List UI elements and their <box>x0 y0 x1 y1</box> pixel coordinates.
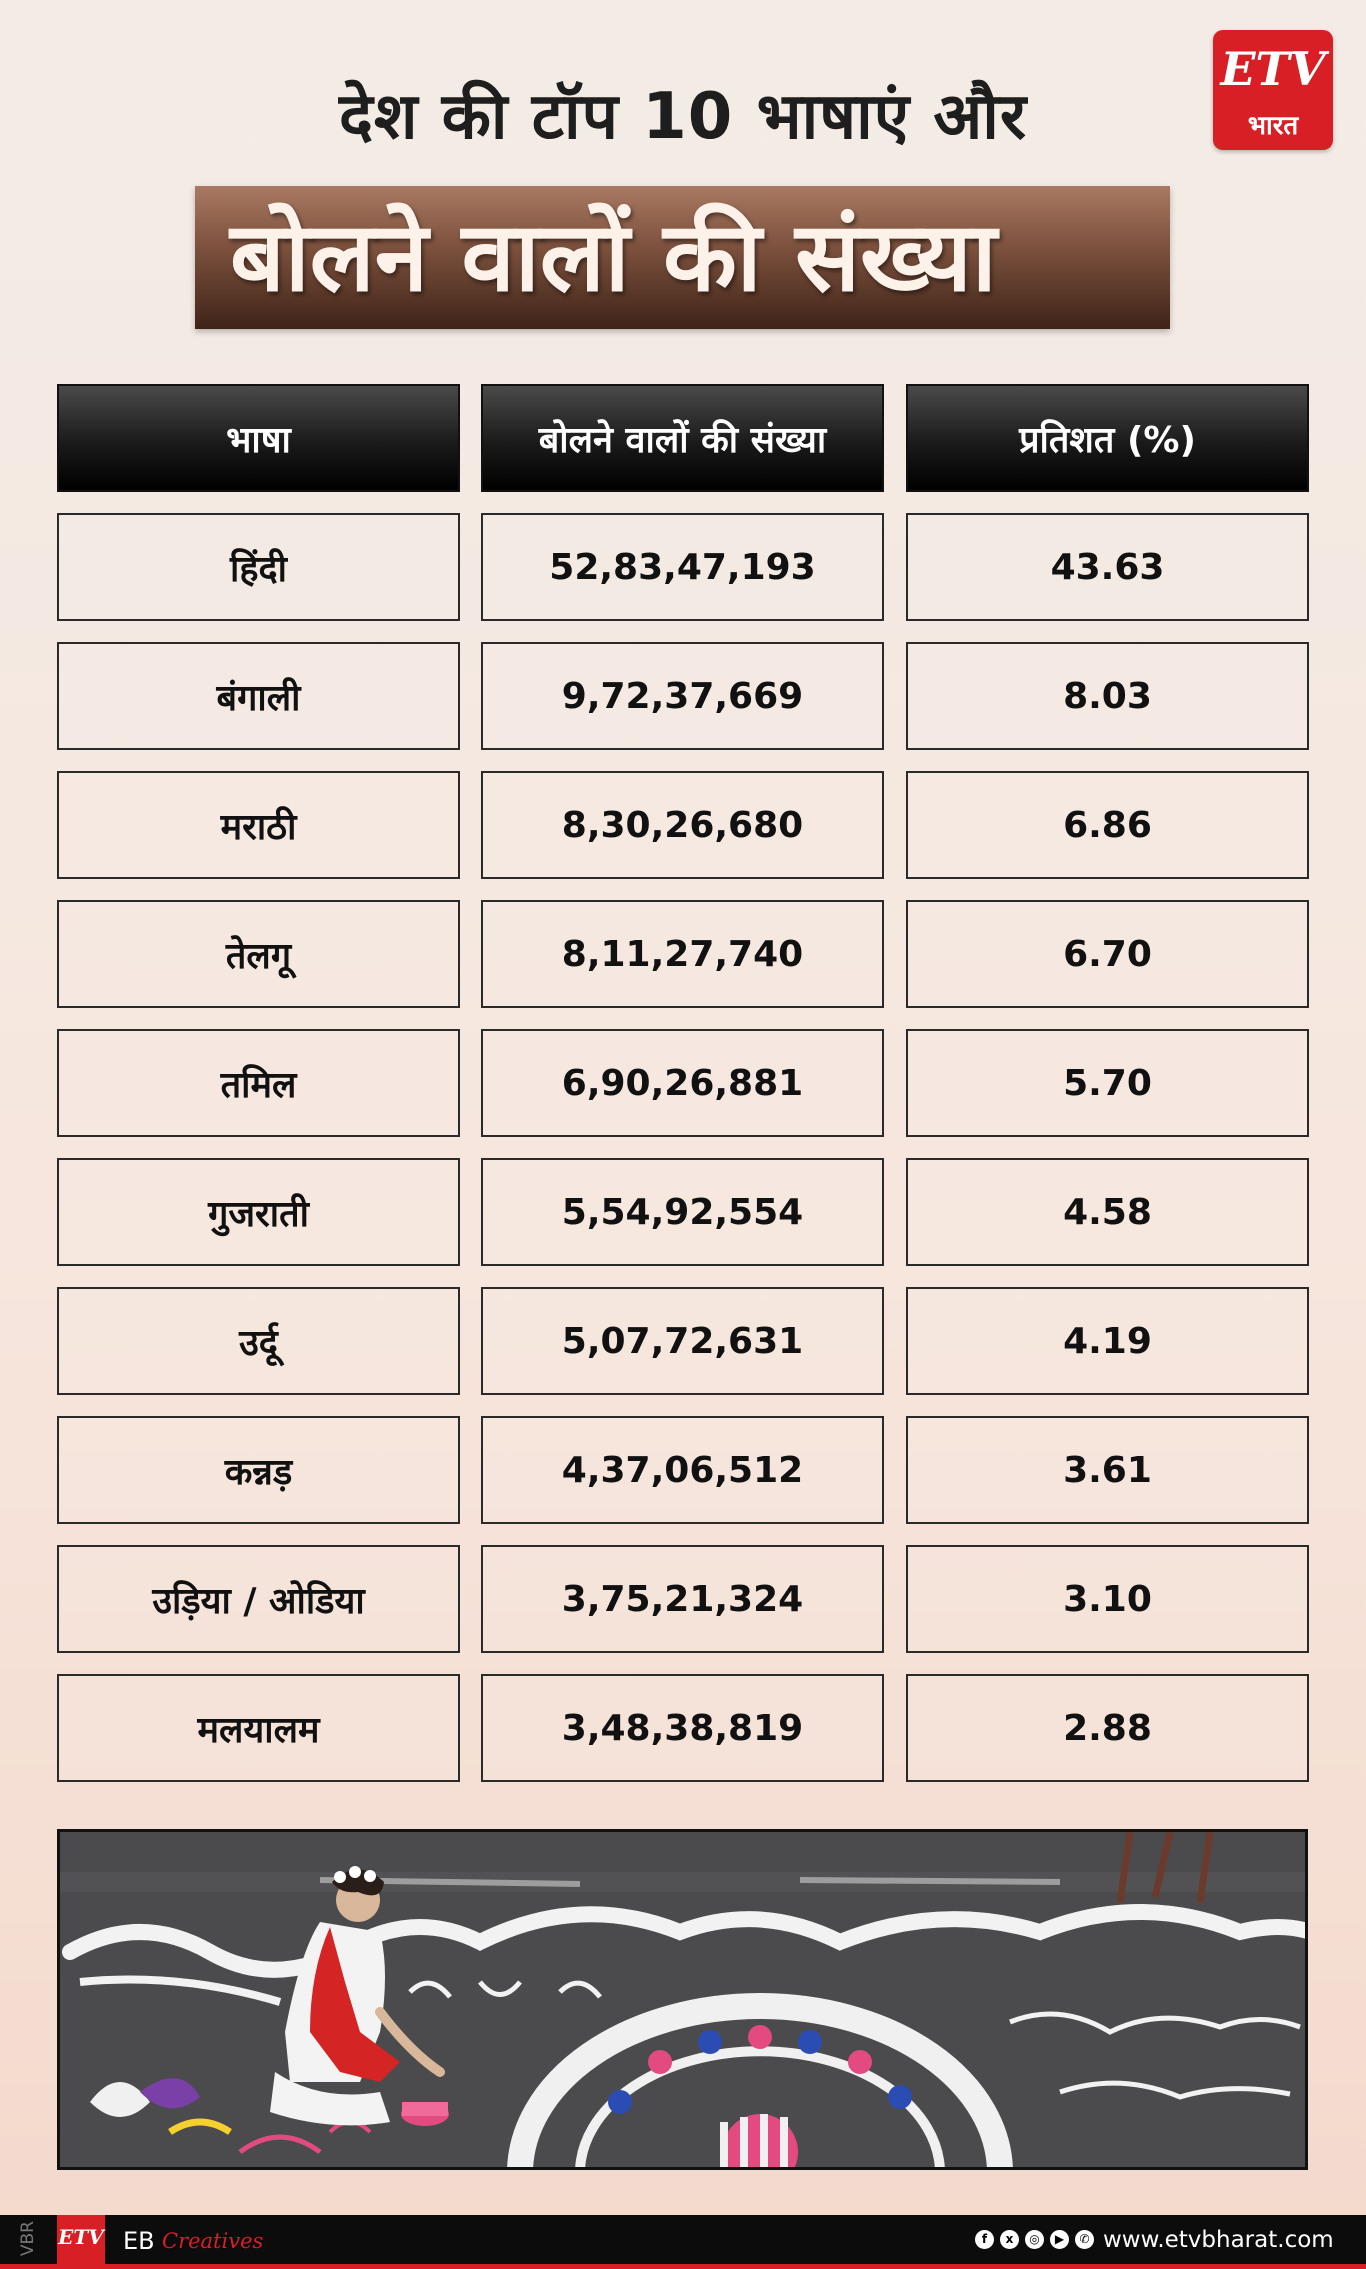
row-speakers-cell: 8,11,27,740 <box>481 900 884 1008</box>
row-percent-cell: 5.70 <box>906 1029 1309 1137</box>
row-percent-cell: 6.86 <box>906 771 1309 879</box>
row-percent-cell: 6.70 <box>906 900 1309 1008</box>
footer-creatives: Creatives <box>162 2229 264 2253</box>
row-percent-cell: 43.63 <box>906 513 1309 621</box>
row-percent-cell: 2.88 <box>906 1674 1309 1782</box>
header-speakers: बोलने वालों की संख्या <box>481 384 884 492</box>
row-speakers-cell: 4,37,06,512 <box>481 1416 884 1524</box>
x-icon[interactable]: x <box>1000 2230 1019 2249</box>
etv-bharat-logo <box>1213 30 1333 150</box>
row-speakers-cell: 6,90,26,881 <box>481 1029 884 1137</box>
row-percent-cell: 3.10 <box>906 1545 1309 1653</box>
header-language: भाषा <box>57 384 460 492</box>
row-speakers-cell: 3,75,21,324 <box>481 1545 884 1653</box>
row-percent-cell: 8.03 <box>906 642 1309 750</box>
facebook-icon[interactable]: f <box>975 2230 994 2249</box>
row-speakers-cell: 5,07,72,631 <box>481 1287 884 1395</box>
footer-accent-line <box>0 2264 1366 2269</box>
logo-brand: ETV <box>1220 42 1326 96</box>
footer-eb: EB <box>123 2227 155 2255</box>
website-link[interactable]: www.etvbharat.com <box>1103 2227 1334 2253</box>
rangoli-illustration <box>60 1832 1308 2170</box>
instagram-icon[interactable]: ◎ <box>1025 2230 1044 2249</box>
row-language-cell: हिंदी <box>57 513 460 621</box>
row-language-cell: तेलगू <box>57 900 460 1008</box>
row-speakers-cell: 9,72,37,669 <box>481 642 884 750</box>
footer-bar <box>0 2215 1366 2269</box>
row-language-cell: मलयालम <box>57 1674 460 1782</box>
footer-etv-logo: ETV <box>57 2215 105 2269</box>
row-language-cell: कन्नड़ <box>57 1416 460 1524</box>
social-icons <box>975 2230 1094 2249</box>
row-language-cell: उर्दू <box>57 1287 460 1395</box>
rangoli-photo <box>57 1829 1308 2170</box>
row-language-cell: उड़िया / ओडिया <box>57 1545 460 1653</box>
row-percent-cell: 3.61 <box>906 1416 1309 1524</box>
title-line-1: देश की टॉप 10 भाषाएं और <box>338 80 1028 154</box>
row-speakers-cell: 5,54,92,554 <box>481 1158 884 1266</box>
row-speakers-cell: 8,30,26,680 <box>481 771 884 879</box>
whatsapp-icon[interactable]: ✆ <box>1075 2230 1094 2249</box>
footer-vbr: VBR <box>18 2221 38 2257</box>
row-language-cell: गुजराती <box>57 1158 460 1266</box>
row-speakers-cell: 52,83,47,193 <box>481 513 884 621</box>
logo-sub: भारत <box>1247 111 1299 141</box>
youtube-icon[interactable]: ▶ <box>1050 2230 1069 2249</box>
title-line-2: बोलने वालों की संख्या <box>230 201 997 313</box>
row-percent-cell: 4.58 <box>906 1158 1309 1266</box>
row-language-cell: मराठी <box>57 771 460 879</box>
header-percent: प्रतिशत (%) <box>906 384 1309 492</box>
title-band <box>195 186 1170 329</box>
row-percent-cell: 4.19 <box>906 1287 1309 1395</box>
row-language-cell: तमिल <box>57 1029 460 1137</box>
row-speakers-cell: 3,48,38,819 <box>481 1674 884 1782</box>
row-language-cell: बंगाली <box>57 642 460 750</box>
